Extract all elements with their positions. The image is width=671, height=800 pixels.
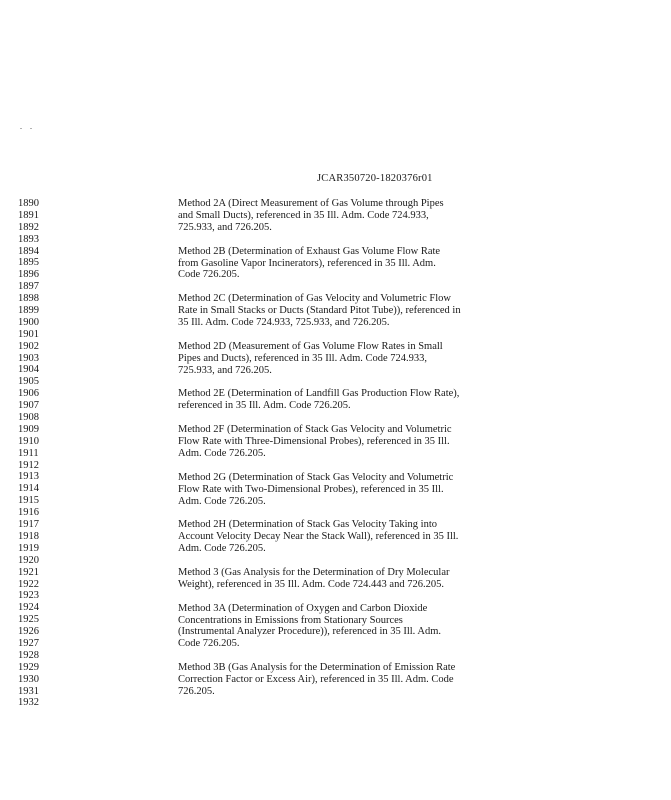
paragraph-line: Code 726.205.: [178, 269, 240, 281]
line-number: 1912: [18, 459, 39, 471]
line-number: 1906: [18, 388, 39, 400]
method-paragraph: [178, 472, 478, 508]
line-number: 1931: [18, 685, 39, 697]
method-paragraph: [178, 424, 478, 460]
paragraph-line: referenced in 35 Ill. Adm. Code 726.205.: [178, 400, 351, 412]
line-number: 1897: [18, 281, 39, 293]
paragraph-line: Rate in Small Stacks or Ducts (Standard Pitot Tube)), referenced in: [178, 305, 461, 317]
line-number: 1920: [18, 554, 39, 566]
line-number: 1890: [18, 198, 39, 209]
line-number: 1915: [18, 495, 39, 507]
paragraph-line: Method 2D (Measurement of Gas Volume Flow Rates in Small: [178, 340, 443, 352]
line-number: 1895: [18, 257, 39, 269]
paragraph-line: Adm. Code 726.205.: [178, 447, 266, 459]
line-number: 1922: [18, 578, 39, 590]
line-number: 1924: [18, 602, 39, 614]
paragraph-line: 726.205.: [178, 685, 215, 697]
line-number: 1893: [18, 233, 39, 245]
line-number-column: [18, 198, 39, 709]
line-number: 1907: [18, 400, 39, 412]
line-number: 1919: [18, 542, 39, 554]
paragraph-line: 35 Ill. Adm. Code 724.933, 725.933, and 726.205.: [178, 317, 390, 328]
method-paragraph: [178, 662, 478, 698]
method-paragraph: [178, 198, 478, 234]
line-number: 1914: [18, 483, 39, 495]
line-number: 1917: [18, 519, 39, 531]
paragraph-line: Adm. Code 726.205.: [178, 543, 266, 555]
line-number: 1911: [18, 447, 39, 459]
line-number: 1910: [18, 435, 39, 447]
method-paragraph: [178, 603, 478, 651]
line-number: 1918: [18, 530, 39, 542]
line-number: 1927: [18, 637, 39, 649]
line-number: 1905: [18, 376, 39, 388]
paragraph-line: Account Velocity Decay Near the Stack Wall), referenced in 35 Ill.: [178, 531, 459, 543]
paragraph-line: Method 3 (Gas Analysis for the Determination of Dry Molecular: [178, 566, 450, 578]
line-number: 1904: [18, 364, 39, 376]
line-number: 1913: [18, 471, 39, 483]
paragraph-line: and Small Ducts), referenced in 35 Ill. Adm. Code 724.933,: [178, 209, 429, 221]
paragraph-line: Method 2H (Determination of Stack Gas Velocity Taking into: [178, 519, 437, 531]
paragraph-line: Method 2E (Determination of Landfill Gas Production Flow Rate),: [178, 388, 460, 400]
line-number: 1900: [18, 316, 39, 328]
line-number: 1901: [18, 328, 39, 340]
paragraph-line: Flow Rate with Three-Dimensional Probes), referenced in 35 Ill.: [178, 436, 450, 447]
paragraph-line: from Gasoline Vapor Incinerators), referenced in 35 Ill. Adm.: [178, 257, 436, 269]
paragraph-line: Method 3A (Determination of Oxygen and Carbon Dioxide: [178, 602, 428, 614]
line-number: 1896: [18, 269, 39, 281]
paragraph-line: Method 3B (Gas Analysis for the Determination of Emission Rate: [178, 662, 456, 674]
paragraph-line: 725.933, and 726.205.: [178, 221, 272, 233]
method-paragraph: [178, 388, 478, 412]
paragraph-line: Code 726.205.: [178, 638, 240, 650]
line-number: 1929: [18, 661, 39, 673]
paragraph-line: Flow Rate with Two-Dimensional Probes), referenced in 35 Ill.: [178, 483, 444, 495]
line-number: 1932: [18, 697, 39, 709]
paragraph-line: 725.933, and 726.205.: [178, 364, 272, 376]
line-number: 1898: [18, 293, 39, 305]
line-number: 1925: [18, 614, 39, 626]
paragraph-line: Method 2A (Direct Measurement of Gas Volume through Pipes: [178, 198, 444, 209]
line-number: 1930: [18, 673, 39, 685]
line-number: 1899: [18, 305, 39, 317]
line-number: 1903: [18, 352, 39, 364]
line-number: 1909: [18, 423, 39, 435]
line-number: 1921: [18, 566, 39, 578]
paragraph-line: Weight), referenced in 35 Ill. Adm. Code 724.443 and 726.205.: [178, 578, 444, 590]
paragraph-line: Correction Factor or Excess Air), referenced in 35 Ill. Adm. Code: [178, 674, 454, 685]
method-paragraph: [178, 293, 478, 329]
line-number: 1902: [18, 340, 39, 352]
paragraph-line: Concentrations in Emissions from Stationary Sources: [178, 614, 403, 626]
corner-marks: . .: [20, 122, 35, 131]
line-number: 1928: [18, 649, 39, 661]
line-number: 1916: [18, 507, 39, 519]
document-header: JCAR350720-1820376r01: [317, 173, 433, 184]
paragraph-line: (Instrumental Analyzer Procedure)), referenced in 35 Ill. Adm.: [178, 626, 441, 638]
line-number: 1892: [18, 221, 39, 233]
paragraph-line: Method 2C (Determination of Gas Velocity and Volumetric Flow: [178, 293, 451, 305]
method-paragraph: [178, 567, 478, 591]
method-paragraph: [178, 341, 478, 377]
method-paragraph: [178, 246, 478, 282]
method-paragraph: [178, 519, 478, 555]
paragraph-line: Pipes and Ducts), referenced in 35 Ill. Adm. Code 724.933,: [178, 352, 428, 364]
line-number: 1891: [18, 209, 39, 221]
paragraph-line: Adm. Code 726.205.: [178, 495, 266, 507]
line-number: 1923: [18, 590, 39, 602]
paragraph-line: Method 2F (Determination of Stack Gas Velocity and Volumetric: [178, 424, 452, 436]
paragraph-line: Method 2B (Determination of Exhaust Gas Volume Flow Rate: [178, 245, 441, 257]
line-number: 1894: [18, 245, 39, 257]
line-number: 1926: [18, 626, 39, 638]
line-number: 1908: [18, 412, 39, 424]
paragraph-line: Method 2G (Determination of Stack Gas Velocity and Volumetric: [178, 471, 454, 483]
